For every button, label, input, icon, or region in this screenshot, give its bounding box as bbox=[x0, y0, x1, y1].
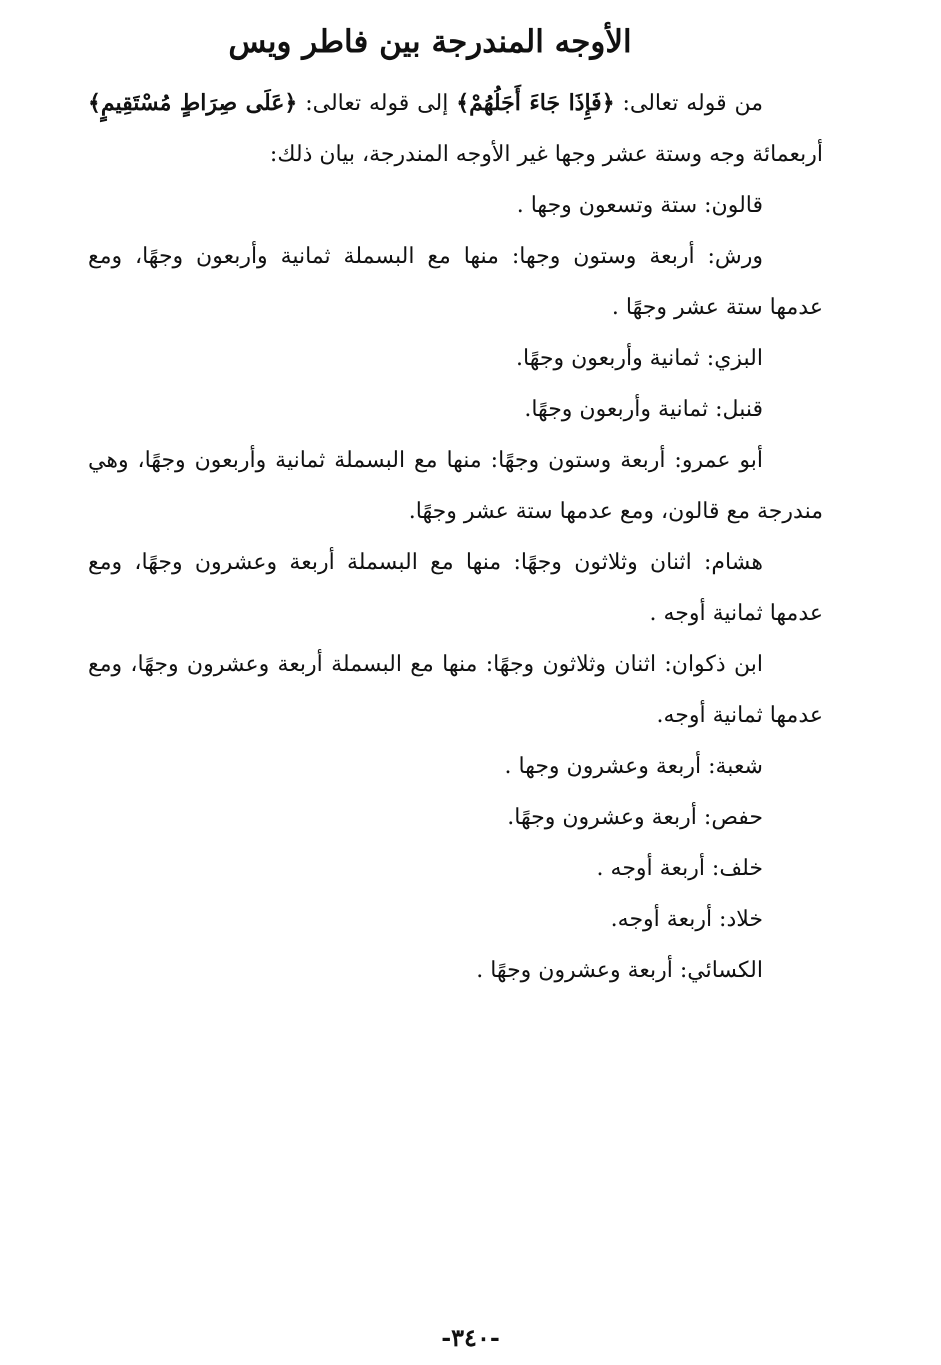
entry-warsh: ورش: أربعة وستون وجها: منها مع البسملة ثمانية وأربعون وجهًا، ومع عدمها ستة عشر وجهًا . bbox=[88, 244, 823, 320]
page-number: -٣٤٠- bbox=[441, 1323, 500, 1352]
entry-khalaf: خلف: أربعة أوجه . bbox=[596, 856, 763, 881]
entry-hisham: هشام: اثنان وثلاثون وجهًا: منها مع البسملة أربعة وعشرون وجهًا، ومع عدمها ثمانية أوجه . bbox=[88, 550, 823, 626]
entry-abu-amr: أبو عمرو: أربعة وستون وجهًا: منها مع البسملة ثمانية وأربعون وجهًا، وهي مندرجة مع قالون، ومع عدمها ستة عشر وجهًا. bbox=[88, 448, 823, 524]
entry-kisai: الكسائي: أربعة وعشرون وجهًا . bbox=[476, 958, 763, 983]
quran-verse-start: ﴿فَإِذَا جَاءَ أَجَلُهُمْ﴾ bbox=[456, 90, 615, 116]
entry-bazzi: البزي: ثمانية وأربعون وجهًا. bbox=[516, 346, 763, 371]
intro-lead: من قوله تعالى: bbox=[614, 91, 763, 116]
intro-middle: إلى قوله تعالى: bbox=[297, 91, 457, 116]
entry-qunbul: قنبل: ثمانية وأربعون وجهًا. bbox=[524, 397, 763, 422]
entry-ibn-dhakwan: ابن ذكوان: اثنان وثلاثون وجهًا: منها مع البسملة أربعة وعشرون وجهًا، ومع عدمها ثمانية أوجه. bbox=[88, 652, 823, 728]
document-body bbox=[88, 78, 823, 996]
entry-hafs: حفص: أربعة وعشرون وجهًا. bbox=[507, 805, 763, 830]
entry-shuba: شعبة: أربعة وعشرون وجها . bbox=[504, 754, 763, 779]
intro-tail: أربعمائة وجه وستة عشر وجها غير الأوجه المندرجة، بيان ذلك: bbox=[269, 142, 823, 167]
intro-paragraph bbox=[88, 78, 823, 180]
page-title: الأوجه المندرجة بين فاطر ويس bbox=[228, 24, 632, 60]
entry-qalun: قالون: ستة وتسعون وجها . bbox=[516, 193, 763, 218]
entry-khallad: خلاد: أربعة أوجه. bbox=[610, 907, 763, 932]
quran-verse-end: ﴿عَلَى صِرَاطٍ مُسْتَقِيمٍ﴾ bbox=[88, 90, 298, 116]
